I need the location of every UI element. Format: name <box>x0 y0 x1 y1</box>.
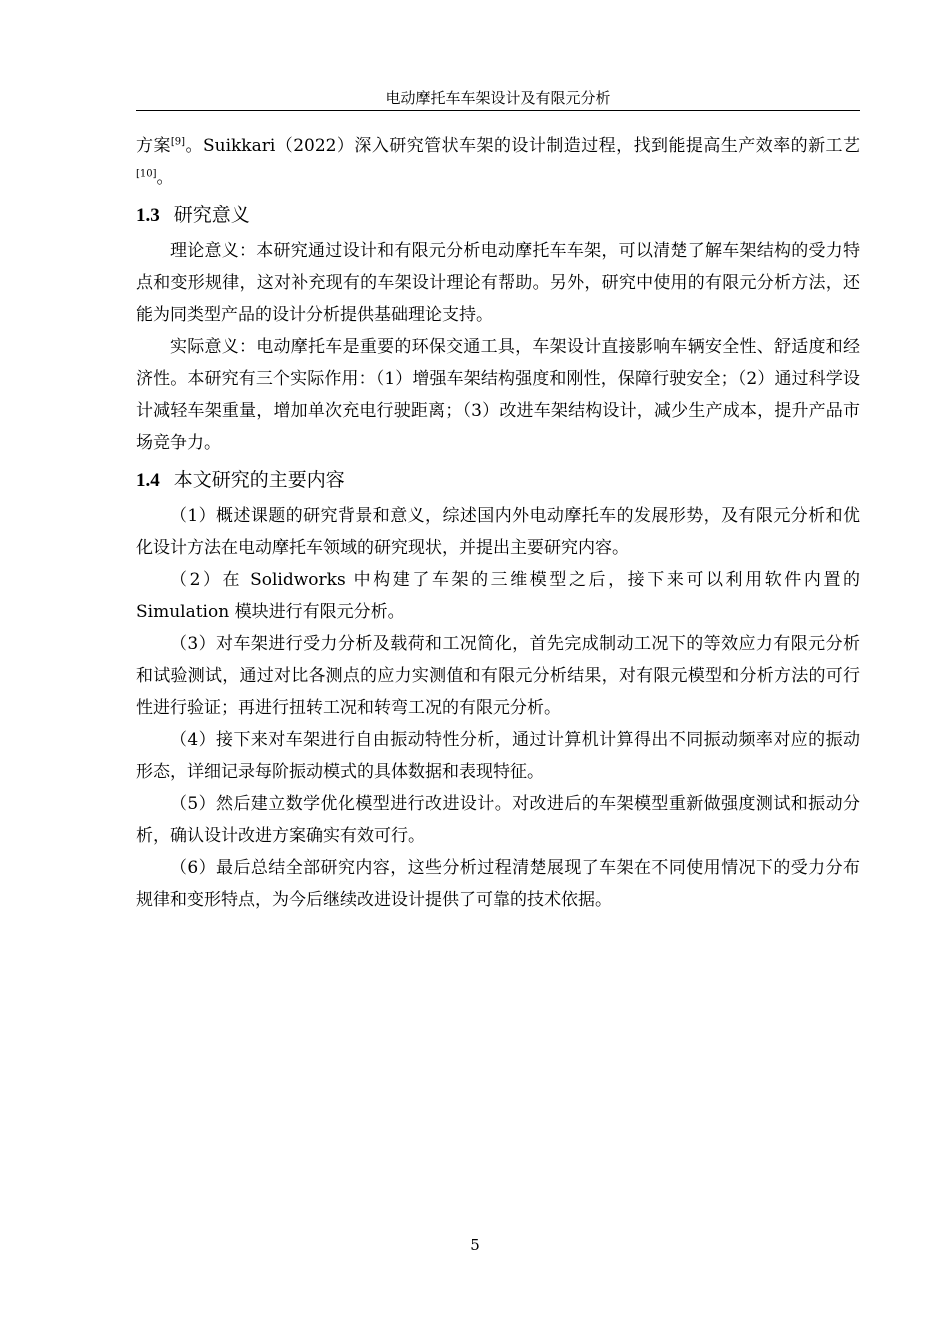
page-body <box>136 130 860 916</box>
section-number: 1.3 <box>136 205 160 226</box>
citation-9: [9] <box>170 136 186 148</box>
intro-text-b: 。Suikkari（2022）深入研究管状车架的设计制造过程，找到能提高生产效率的新工艺 <box>185 136 860 156</box>
content-item-5: （5）然后建立数学优化模型进行改进设计。对改进后的车架模型重新做强度测试和振动分析，确认设计改进方案确实有效可行。 <box>136 794 860 846</box>
section-number: 1.4 <box>136 470 160 491</box>
paragraph-practical-significance: 实际意义：电动摩托车是重要的环保交通工具，车架设计直接影响车辆安全性、舒适度和经济性。本研究有三个实际作用：（1）增强车架结构强度和刚性，保障行驶安全；（2）通过科学设计减轻车架重量，增加单次充电行驶距离；（3）改进车架结构设计，减少生产成本，提升产品市场竞争力。 <box>136 337 860 453</box>
intro-paragraph <box>136 130 860 194</box>
section-title: 研究意义 <box>173 204 250 226</box>
citation-10: [10] <box>136 168 157 180</box>
intro-text-c: 。 <box>156 168 174 188</box>
header-title: 电动摩托车车架设计及有限元分析 <box>385 89 611 107</box>
section-heading-1-4 <box>136 465 860 496</box>
content-item-4: （4）接下来对车架进行自由振动特性分析，通过计算机计算得出不同振动频率对应的振动形态，详细记录每阶振动模式的具体数据和表现特征。 <box>136 730 860 782</box>
running-header <box>136 86 860 111</box>
content-item-1: （1）概述课题的研究背景和意义，综述国内外电动摩托车的发展形势，及有限元分析和优化设计方法在电动摩托车领域的研究现状，并提出主要研究内容。 <box>136 506 860 558</box>
intro-text-a: 方案 <box>136 136 171 156</box>
page-number: 5 <box>470 1236 480 1254</box>
paragraph-theoretical-significance: 理论意义：本研究通过设计和有限元分析电动摩托车车架，可以清楚了解车架结构的受力特点和变形规律，这对补充现有的车架设计理论有帮助。另外，研究中使用的有限元分析方法，还能为同类型产品的设计分析提供基础理论支持。 <box>136 241 860 325</box>
content-item-6: （6）最后总结全部研究内容，这些分析过程清楚展现了车架在不同使用情况下的受力分布规律和变形特点，为今后继续改进设计提供了可靠的技术依据。 <box>136 858 860 910</box>
content-item-2: （2）在 Solidworks 中构建了车架的三维模型之后，接下来可以利用软件内置的 Simulation 模块进行有限元分析。 <box>136 570 860 622</box>
section-title: 本文研究的主要内容 <box>173 469 345 491</box>
section-heading-1-3 <box>136 200 860 231</box>
content-item-3: （3）对车架进行受力分析及载荷和工况简化，首先完成制动工况下的等效应力有限元分析和试验测试，通过对比各测点的应力实测值和有限元分析结果，对有限元模型和分析方法的可行性进行验证；再进行扭转工况和转弯工况的有限元分析。 <box>136 634 860 718</box>
